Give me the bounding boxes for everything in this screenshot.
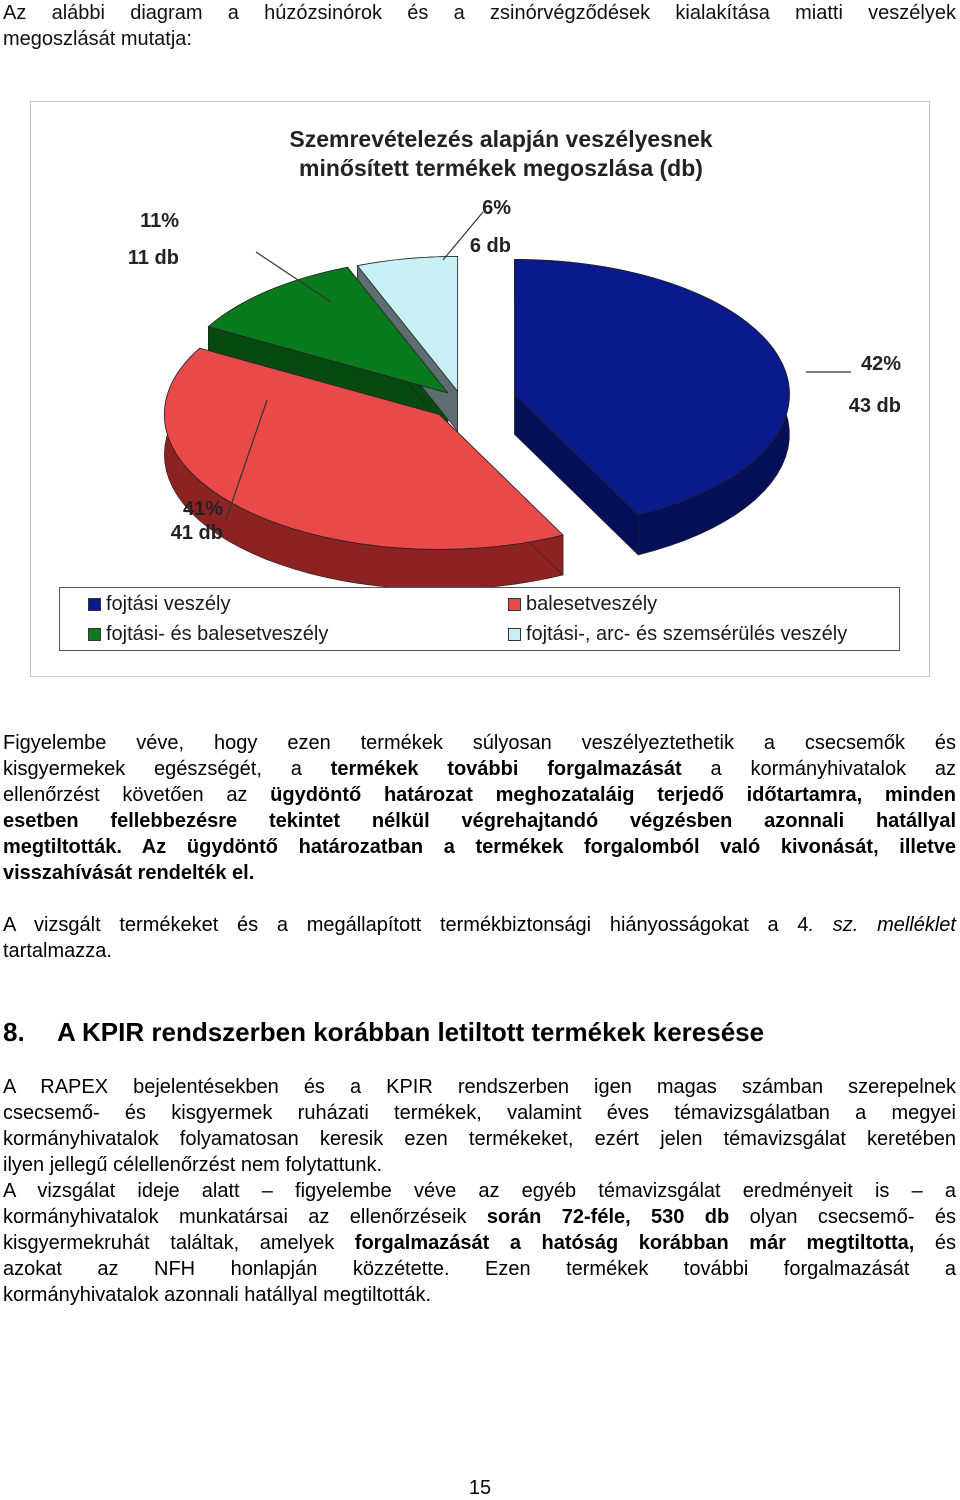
legend-label-3: fojtási-, arc- és szemsérülés veszély — [526, 623, 848, 645]
p3-line-1: A RAPEX bejelentésekben és a KPIR rendszerben igen magas számban szerepelnek — [3, 1076, 956, 1098]
data-label-percent-0: 42% — [860, 353, 901, 375]
legend-label-2: fojtási- és balesetveszély — [106, 623, 329, 645]
page-number: 15 — [468, 1477, 492, 1499]
p4-text: kormányhivatalok munkatársai az ellenőrzéseik — [3, 1206, 487, 1228]
p2-italic: . sz. melléklet — [808, 914, 956, 936]
p2-line-2: tartalmazza. — [3, 940, 112, 962]
section-heading — [3, 1017, 764, 1048]
pie-chart — [30, 101, 930, 677]
data-label-percent-3: 6% — [482, 197, 511, 219]
p1-text: a kormányhivatalok az — [681, 758, 957, 780]
chart-legend — [59, 587, 900, 651]
intro-paragraph — [3, 0, 956, 52]
p1-line-2 — [3, 756, 956, 782]
p2-line-1 — [3, 912, 956, 938]
data-label-percent-1: 41% — [182, 498, 223, 520]
paragraph-1 — [3, 730, 956, 886]
p4-line-1: A vizsgálat ideje alatt – figyelembe véve az egyéb témavizsgálat eredményeit is – a — [3, 1180, 956, 1202]
paragraph-2 — [3, 912, 956, 964]
p4-line-4: azokat az NFH honlapján közzétette. Ezen termékek további forgalmazását a — [3, 1258, 956, 1280]
chart-title-line-1: Szemrevételezés alapján veszélyesnek — [289, 126, 713, 152]
legend-swatch-3 — [508, 628, 521, 641]
legend-item-3 — [508, 622, 847, 646]
legend-label-0: fojtási veszély — [106, 593, 231, 615]
p1-text: ellenőrzést követően az — [3, 784, 271, 806]
p1-line-5 — [3, 834, 956, 860]
section-title: A KPIR rendszerben korábban letiltott termékek keresése — [57, 1017, 765, 1047]
data-label-count-1: 41 db — [170, 522, 223, 544]
legend-swatch-0 — [88, 598, 101, 611]
intro-line-1: Az alábbi diagram a húzózsinórok és a zsinórvégződések kialakítása miatti veszélyek — [3, 2, 956, 24]
p3-line-2: csecsemő- és kisgyermek ruházati termékek, valamint éves témavizsgálatban a megyei — [3, 1102, 956, 1124]
p1-bold: esetben fellebbezésre tekintet nélkül végrehajtandó végzésben azonnali hatállyal — [3, 810, 956, 832]
p3-line-3: kormányhivatalok folyamatosan keresik ezen termékeket, ezért jelen témavizsgálat keretében — [3, 1128, 956, 1150]
legend-item-2 — [88, 622, 328, 646]
p2-text: A vizsgált termékeket és a megállapított termékbiztonsági hiányosságokat a 4 — [3, 914, 809, 936]
p4-line-2 — [3, 1204, 956, 1230]
paragraph-3 — [3, 1074, 956, 1178]
intro-line-2: megoszlását mutatja: — [3, 28, 192, 50]
paragraph-4 — [3, 1178, 956, 1308]
legend-swatch-2 — [88, 628, 101, 641]
p4-bold: forgalmazását a hatóság korábban már megtiltotta, — [354, 1232, 915, 1254]
p4-text: és — [914, 1232, 957, 1254]
data-label-count-2: 11 db — [127, 247, 179, 269]
data-label-count-0: 43 db — [848, 395, 901, 417]
legend-item-1 — [508, 592, 657, 616]
p1-line-6 — [3, 860, 956, 886]
p1-text: kisgyermekek egészségét, a — [3, 758, 331, 780]
section-number: 8. — [3, 1017, 25, 1047]
p1-bold: ügydöntő határozat meghozataláig terjedő időtartamra, minden — [270, 784, 956, 806]
legend-swatch-1 — [508, 598, 521, 611]
data-label-count-3: 6 db — [469, 235, 511, 257]
p1-bold: megtiltották. Az ügydöntő határozatban a termékek forgalomból való kivonását, illetve — [3, 836, 956, 858]
p4-text: olyan csecsemő- és — [729, 1206, 957, 1228]
chart-title-line-2: minősített termékek megoszlása (db) — [299, 155, 703, 181]
p4-text: kisgyermekruhát találtak, amelyek — [3, 1232, 355, 1254]
p3-line-4: ilyen jellegű célellenőrzést nem folytattunk. — [3, 1154, 383, 1176]
p4-line-3 — [3, 1230, 956, 1256]
p1-bold: termékek további forgalmazását — [330, 758, 682, 780]
p1-bold: visszahívását rendelték el. — [3, 862, 255, 884]
p4-line-5: kormányhivatalok azonnali hatállyal megtiltották. — [3, 1284, 431, 1306]
p4-bold: során 72-féle, 530 db — [486, 1206, 730, 1228]
p1-line-1 — [3, 730, 956, 756]
legend-item-0 — [88, 592, 231, 616]
legend-label-1: balesetveszély — [526, 593, 658, 615]
p1-line-4 — [3, 808, 956, 834]
data-label-percent-2: 11% — [140, 210, 179, 232]
p1-text: Figyelembe véve, hogy ezen termékek súlyosan veszélyeztethetik a csecsemők és — [3, 732, 956, 754]
p1-line-3 — [3, 782, 956, 808]
